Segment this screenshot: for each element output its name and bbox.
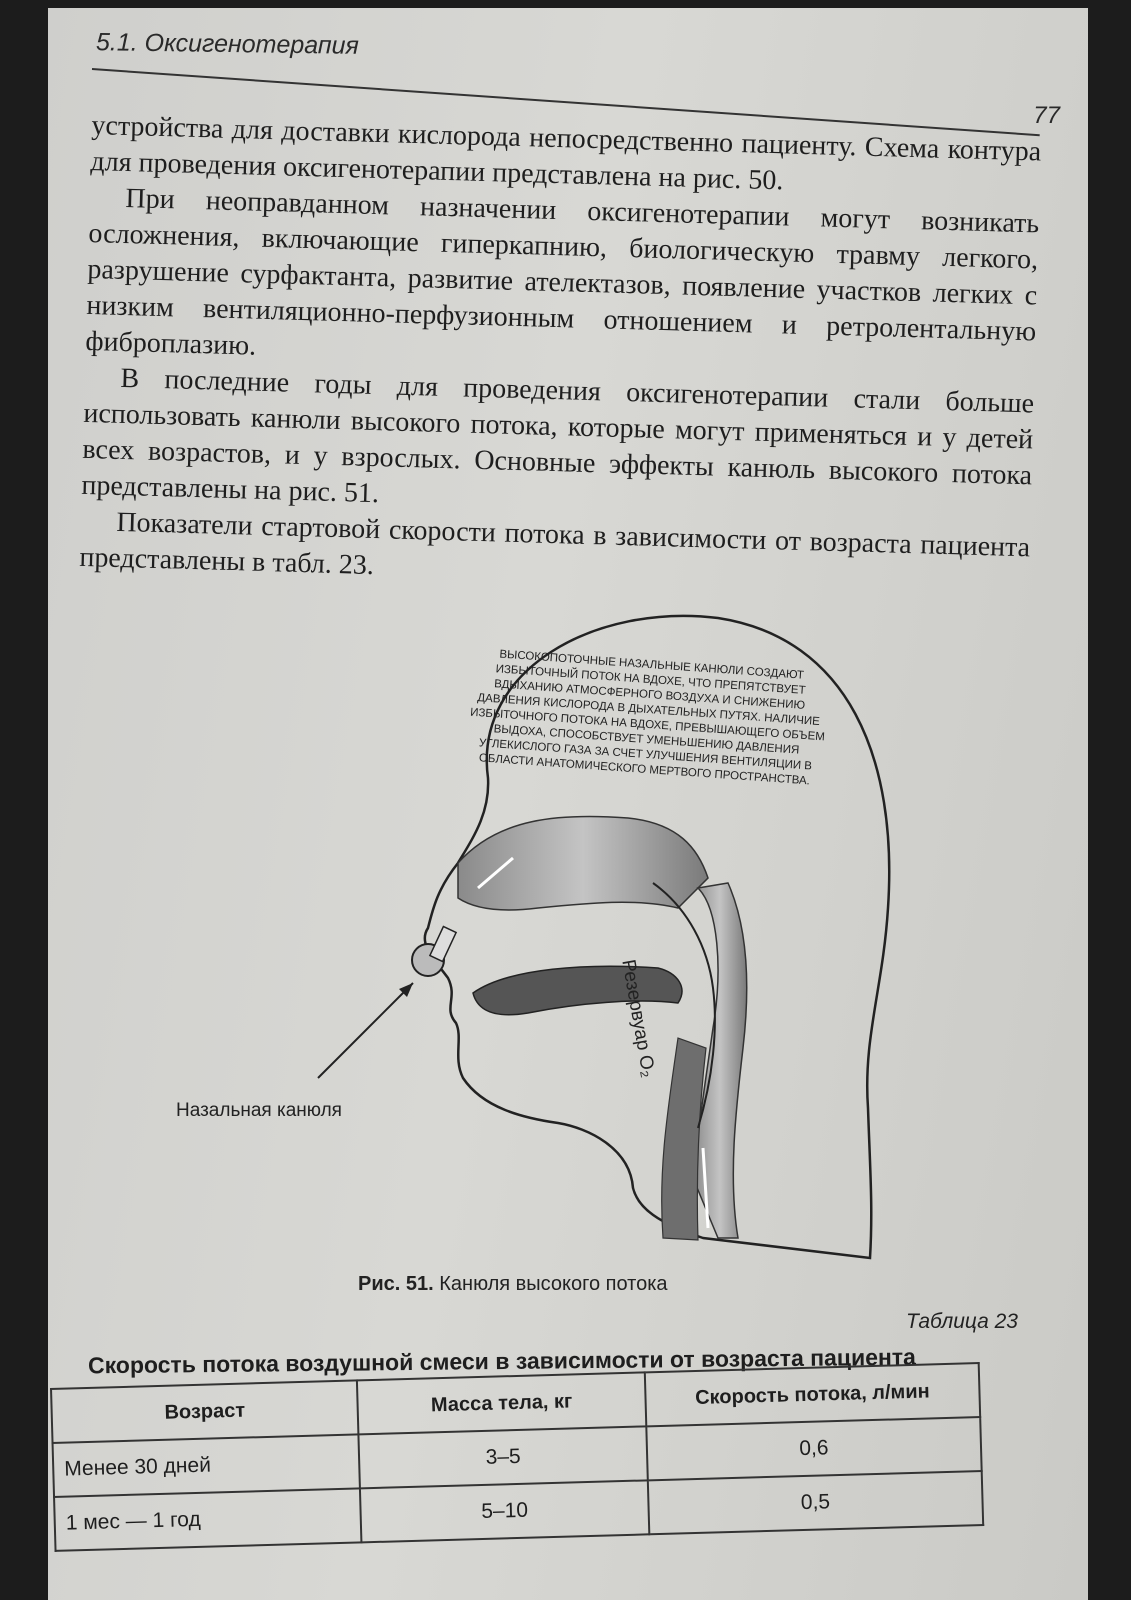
- caption-text: Канюля высокого потока: [439, 1273, 668, 1295]
- running-head: 5.1. Оксигенотерапия: [95, 28, 360, 60]
- cell-age: 1 мес — 1 год: [54, 1488, 362, 1551]
- cell-flow-rate: 0,5: [648, 1471, 983, 1534]
- cell-flow-rate: 0,6: [646, 1417, 981, 1480]
- header-flow-rate: Скорость потока, л/мин: [645, 1363, 980, 1426]
- table-label: Таблица 23: [905, 1310, 1018, 1333]
- header-age: Возраст: [51, 1380, 359, 1443]
- cannula-pointer: [318, 983, 413, 1078]
- paragraph-4: Показатели стартовой скорости потока в зависимости от возраста пациента представлены в табл. 23.: [79, 506, 1031, 582]
- cell-weight: 3–5: [359, 1426, 648, 1488]
- nasal-cavity: [458, 816, 708, 910]
- oral-cavity: [473, 966, 682, 1015]
- table-title: Скорость потока воздушной смеси в зависимости от возраста пациента: [87, 1343, 916, 1379]
- header-weight: Масса тела, кг: [357, 1372, 646, 1434]
- paragraph-3: В последние годы для проведения оксигенотерапии стали больше использовать канюли высокого потока, которые могут применяться и у детей всех возрастов, и у взрослых. Основные эффекты канюль высокого потока представлены на рис. 51.: [81, 362, 1035, 510]
- page-number: 77: [1033, 102, 1060, 129]
- paragraph-1: устройства для доставки кислорода непосредственно пациенту. Схема контура для проведения оксигенотерапии представлена на рис. 50.: [90, 109, 1042, 197]
- figure-caption: [358, 1273, 668, 1296]
- book-page: [48, 8, 1088, 1600]
- figure-callout: ВЫСОКОПОТОЧНЫЕ НАЗАЛЬНЫЕ КАНЮЛИ СОЗДАЮТ ИЗБЫТОЧНЫЙ ПОТОК НА ВДОХЕ, ЧТО ПРЕПЯТСТВУЕТ ВДЫХАНИЮ АТМОСФЕРНОГО ВОЗДУХА И СНИЖЕНИЮ ДАВЛЕНИЯ КИСЛОРОДА В ДЫХАТЕЛЬНЫХ ПУТЯХ. НАЛИЧИЕ ИЗБЫТОЧНОГО ПОТОКА НА ВДОХЕ, ПРЕВЫШАЮЩЕГО ОБЪЕМ ВЫДОХА, СПОСОБСТВУЕТ УМЕНЬШЕНИЮ ДАВЛЕНИЯ УГЛЕКИСЛОГО ГАЗА ЗА СЧЕТ УЛУЧШЕНИЯ ВЕНТИЛЯЦИИ В ОБЛАСТИ АНАТОМИЧЕСКОГО МЕРТВОГО ПРОСТРАНСТВА.: [469, 648, 826, 788]
- caption-number: Рис. 51.: [358, 1273, 434, 1295]
- cell-weight: 5–10: [360, 1480, 649, 1542]
- cell-age: Менее 30 дней: [53, 1434, 361, 1497]
- nasal-cannula-prong: [430, 927, 456, 962]
- paragraph-2: При неоправданном назначении оксигенотерапии могут возникать осложнения, включающие гиперкапнию, биологическую травму легкого, разрушение сурфактанта, развитие ателектазов, появление участков легких с низким вентиляционно-перфузионным отношением и ретролентальную фиброплазию.: [85, 182, 1040, 362]
- label-o2-reservoir: Резервуар O₂: [617, 958, 659, 1079]
- label-nasal-cannula: Назальная канюля: [176, 1100, 342, 1121]
- body-text: [79, 108, 1042, 602]
- flow-rate-table: [50, 1362, 984, 1552]
